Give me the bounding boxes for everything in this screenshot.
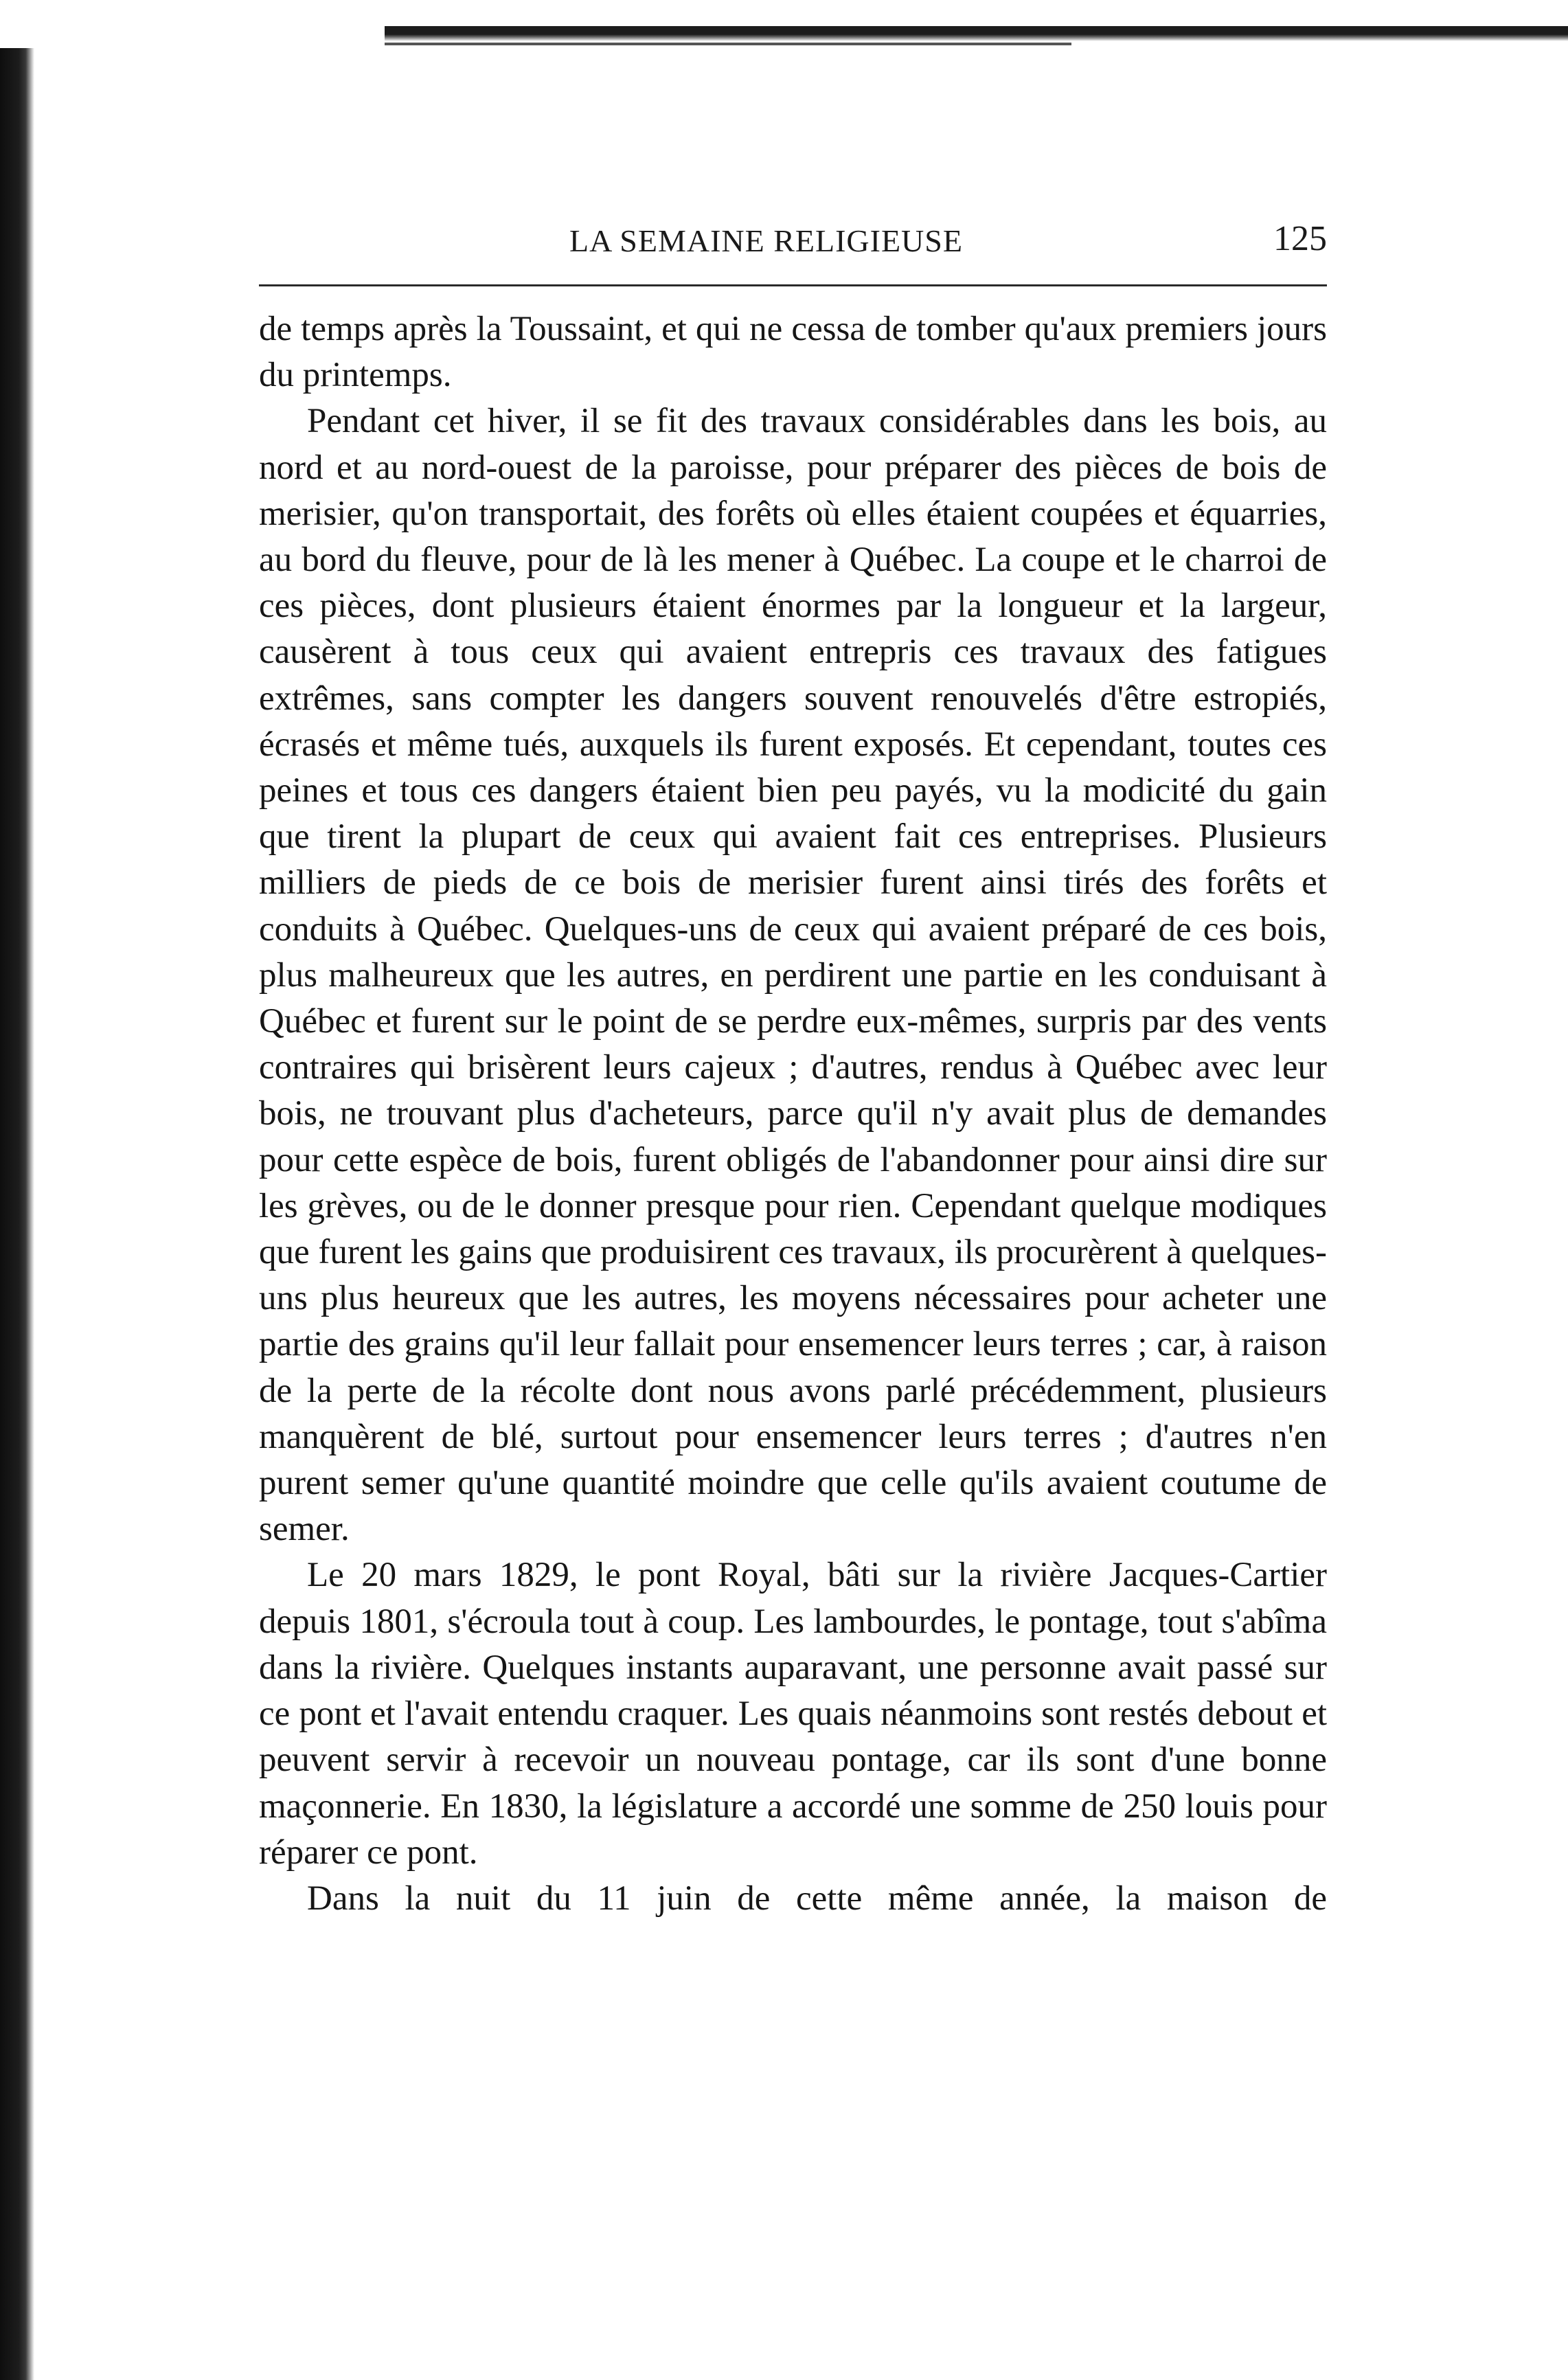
header-rule (259, 284, 1327, 286)
running-header (259, 213, 1327, 275)
paragraph-continuation: de temps après la Toussaint, et qui ne cessa de tomber qu'aux premiers jours du printemps. (259, 310, 1327, 395)
page-number: 125 (1273, 219, 1327, 258)
paragraph-june-night: Dans la nuit du 11 juin de cette même année, la maison de (307, 1879, 1327, 1918)
body-text (259, 306, 1327, 1922)
scan-border-top (385, 26, 1568, 41)
scan-border-left (0, 48, 34, 2380)
scan-border-top-thin (385, 43, 1071, 45)
book-page (259, 213, 1327, 1922)
running-title: LA SEMAINE RELIGIEUSE (569, 223, 963, 258)
paragraph-pont-royal: Le 20 mars 1829, le pont Royal, bâti sur la rivière Jacques-Cartier depuis 1801, s'écroula tout à coup. Les lambourdes, le pontage, tout s'abîma dans la rivière. Quelques instants auparavant, une personne avait passé sur ce pont et l'avait entendu craquer. Les quais néanmoins sont restés debout et peuvent servir à recevoir un nouveau pontage, car ils sont d'une bonne maçonnerie. En 1830, la législature a accordé une somme de 250 louis pour réparer ce pont. (259, 1556, 1327, 1872)
paragraph-winter-works: Pendant cet hiver, il se fit des travaux considérables dans les bois, au nord et au nord-ouest de la paroisse, pour préparer des pièces de bois de merisier, qu'on transportait, des forêts où elles étaient coupées et équarries, au bord du fleuve, pour de là les mener à Québec. La coupe et le charroi de ces pièces, dont plusieurs étaient énormes par la longueur et la largeur, causèrent à tous ceux qui avaient entrepris ces travaux des fatigues extrêmes, sans compter les dangers souvent renouvelés d'être estropiés, écrasés et même tués, auxquels ils furent exposés. Et cependant, toutes ces peines et tous ces dangers étaient bien peu payés, vu la modicité du gain que tirent la plupart de ceux qui avaient fait ces entreprises. Plusieurs milliers de pieds de ce bois de merisier furent ainsi tirés des forêts et conduits à Québec. Quelques-uns de ceux qui avaient préparé de ces bois, plus malheureux que les autres, en perdirent une partie en les conduisant à Québec et furent sur le point de se perdre eux-mêmes, surpris par des vents contraires qui brisèrent leurs cajeux ; d'autres, rendus à Québec avec leur bois, ne trouvant plus d'acheteurs, parce qu'il n'y avait plus de demandes pour cette espèce de bois, furent obligés de l'abandonner pour ainsi dire sur les grèves, ou de le donner presque pour rien. Cependant quelque modiques que furent les gains que produisirent ces travaux, ils procurèrent à quelques-uns plus heureux que les autres, les moyens nécessaires pour acheter une partie des grains qu'il leur fallait pour ensemencer leurs terres ; car, à raison de la perte de la récolte dont nous avons parlé précédemment, plusieurs manquèrent de blé, surtout pour ensemencer leurs terres ; d'autres n'en purent semer qu'une quantité moindre que celle qu'ils avaient coutume de semer. (259, 402, 1327, 1549)
